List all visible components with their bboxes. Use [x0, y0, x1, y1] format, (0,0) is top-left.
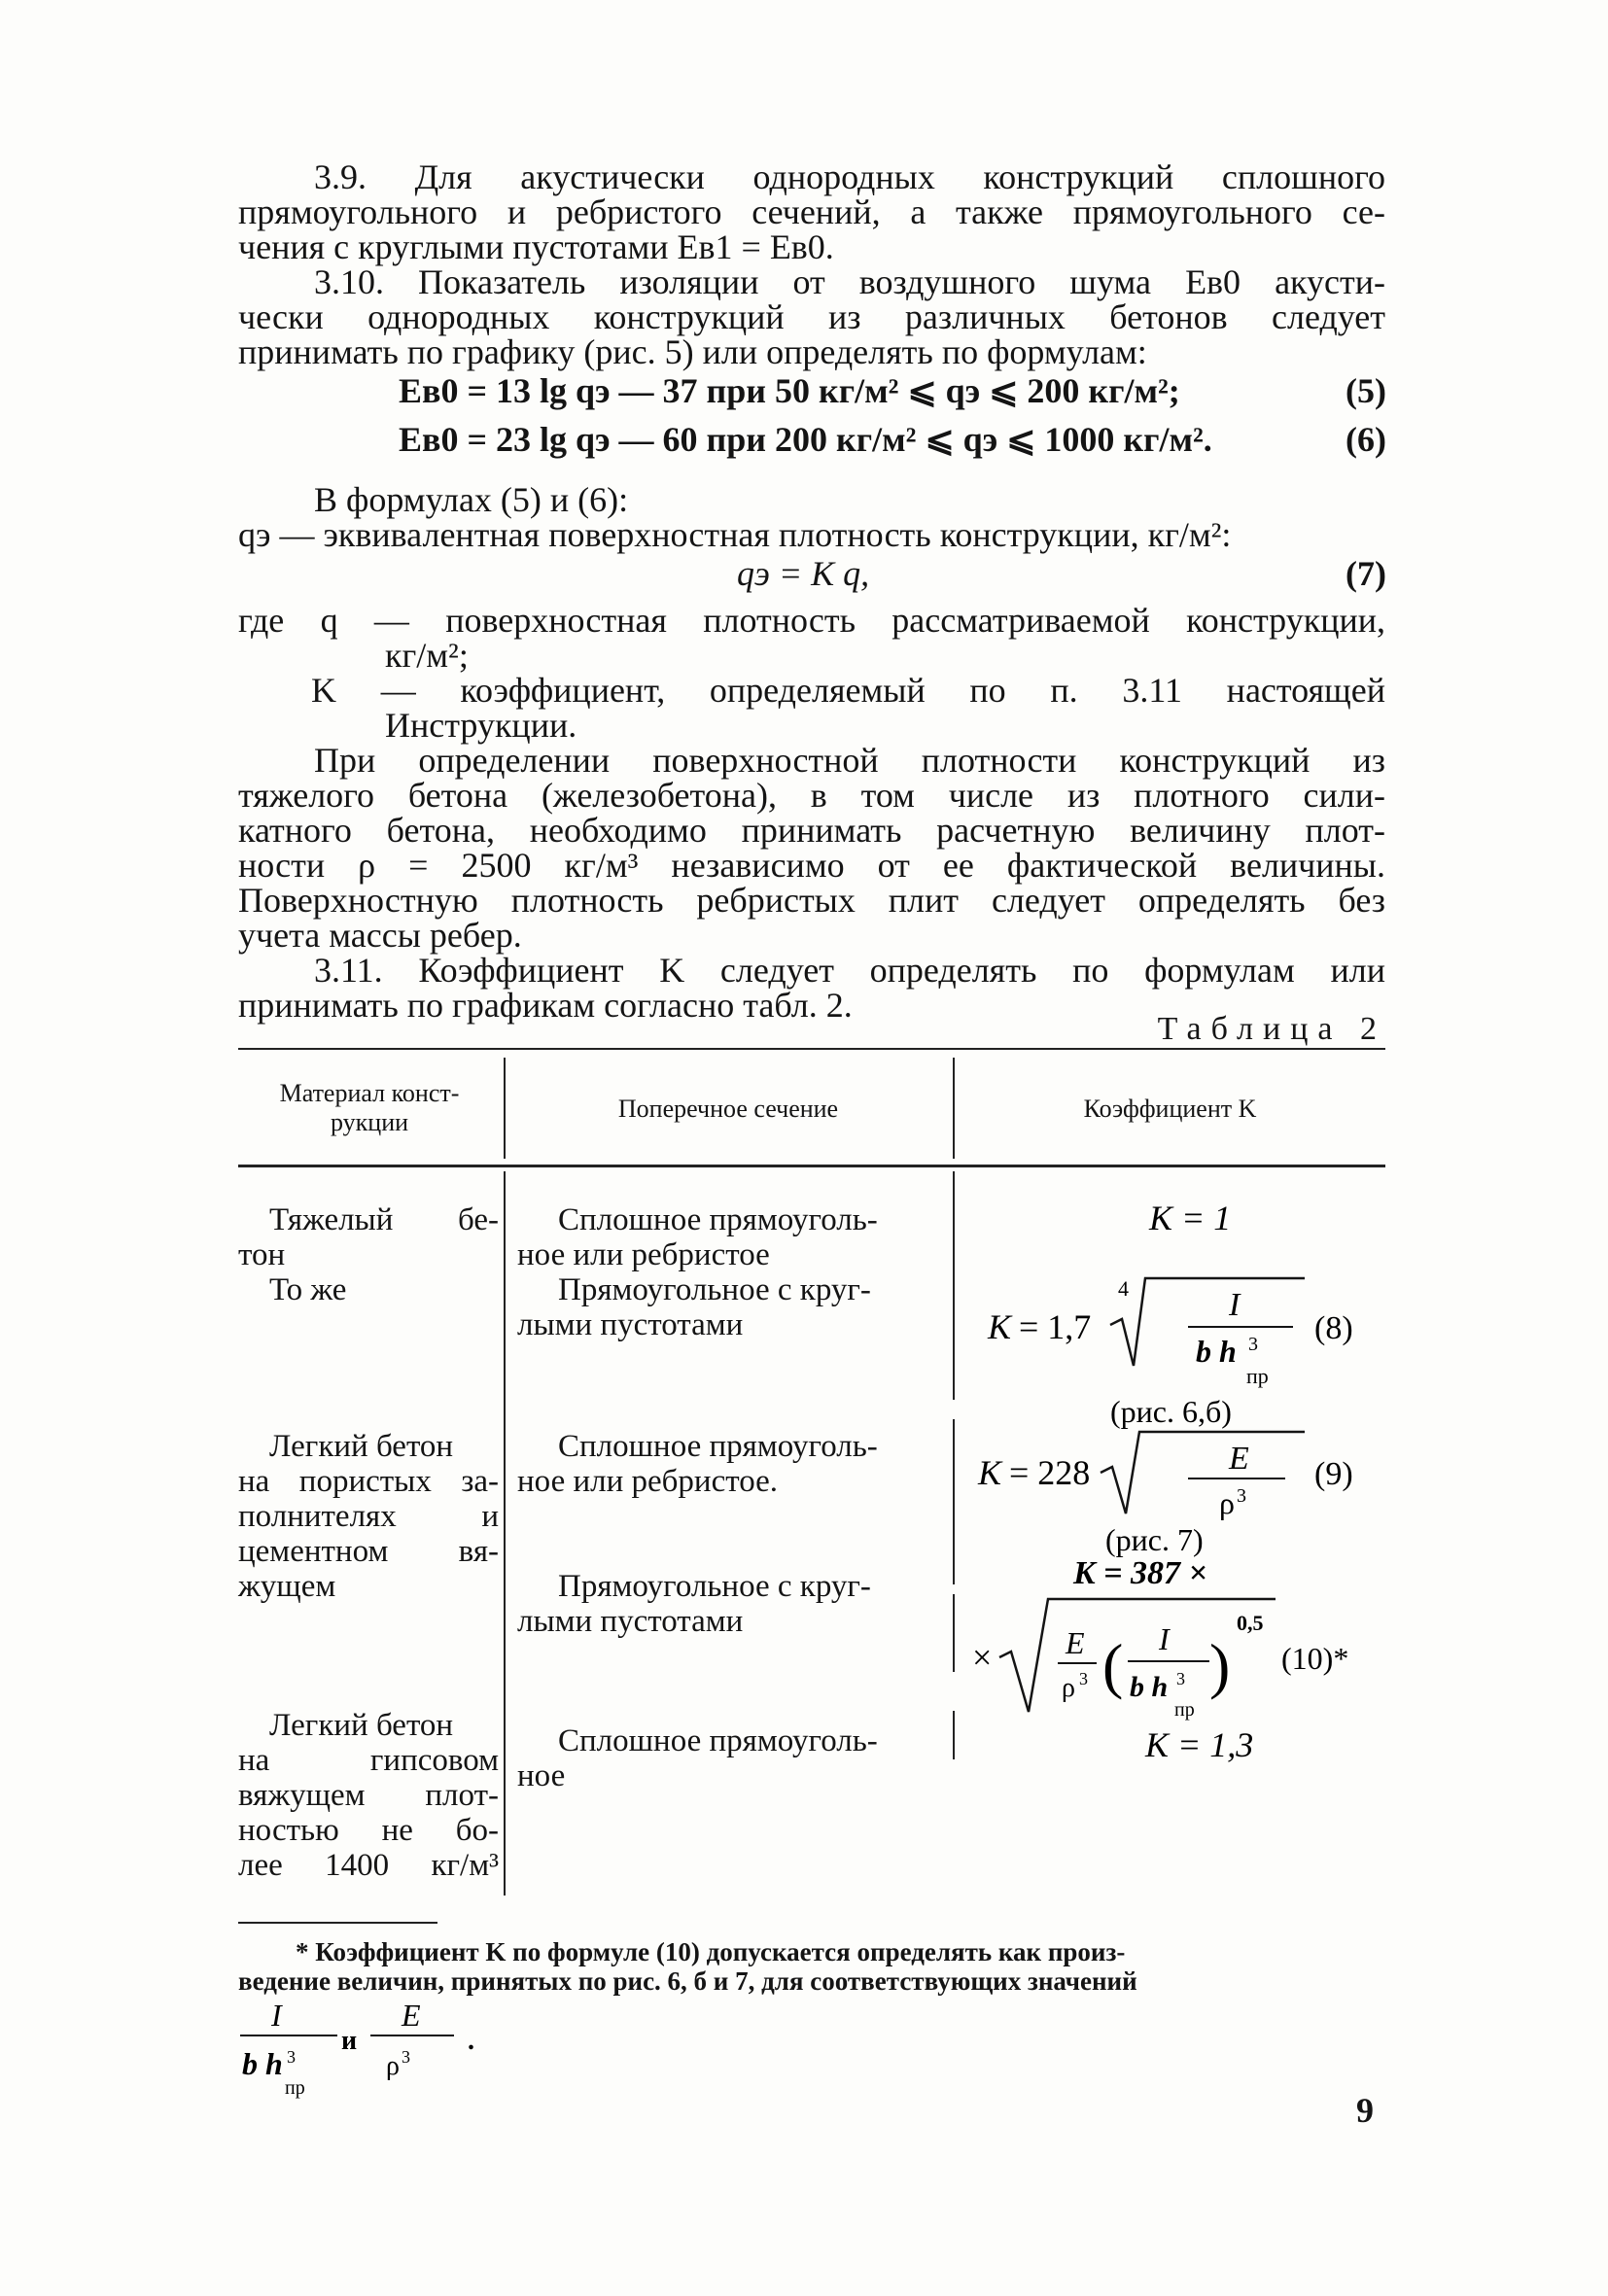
figure-ref-6b: (рис. 6,б) — [1110, 1394, 1232, 1429]
k-definition-line-2: Инструкции. — [385, 706, 577, 745]
footnote-conjunction: и — [341, 2026, 358, 2056]
footnote-line-2: ведение величин, принятых по рис. 6, б и 7, для соответствующих значений — [238, 1966, 1137, 1996]
svg-text:K: K — [988, 1307, 1012, 1346]
row3-material-line4: цементном вя- — [238, 1534, 499, 1569]
header-bottom-rule — [238, 1165, 1385, 1167]
text-line-5: чески однородных конструкций из различных бетонов следует — [238, 297, 1385, 336]
row5-section-line2: ное — [517, 1758, 566, 1793]
footnote-frac-a-denominator-sub: пр — [285, 2077, 305, 2099]
where-q-line-2: кг/м²; — [385, 636, 469, 675]
row2-section-line2: лыми пустотами — [517, 1307, 744, 1342]
svg-text:= 1,7: = 1,7 — [1019, 1307, 1092, 1346]
body-divider-1 — [504, 1171, 506, 1896]
text-line-3: чения с круглыми пустотами Eв1 = Eв0. — [238, 227, 834, 266]
row3-section — [517, 1429, 945, 1499]
row5-section-line1: Сплошное прямоуголь- — [558, 1723, 878, 1758]
para-line-5: Поверхностную плотность ребристых плит следует определять без — [238, 881, 1385, 920]
footnote-fractions — [238, 1993, 491, 2100]
where-q-line-1: где q — поверхностная плотность рассматриваемой конструкции, — [238, 601, 1385, 640]
svg-text:ρ: ρ — [386, 2051, 400, 2081]
formula-6-number: (6) — [1346, 420, 1386, 459]
svg-text:K = 387 ×: K = 387 × — [1073, 1555, 1207, 1591]
para-line-6: учета массы ребер. — [238, 916, 522, 955]
svg-text:3: 3 — [1237, 1485, 1246, 1507]
formula-10 — [972, 1555, 1348, 1721]
row5-material-line1: Легкий бетон — [269, 1708, 454, 1743]
svg-text:I: I — [1229, 1287, 1241, 1323]
row1-section — [517, 1202, 945, 1272]
header-section: Поперечное сечение — [617, 1095, 839, 1123]
row5-material-line3: вяжущем плот- — [238, 1778, 499, 1813]
para-line-4: ности ρ = 2500 кг/м³ независимо от ее фактической величины. — [238, 846, 1385, 885]
svg-text:ρ: ρ — [1062, 1673, 1075, 1703]
k-definition-line-1: K — коэффициент, определяемый по п. 3.11 настоящей — [311, 671, 1385, 710]
svg-text:пр: пр — [1246, 1364, 1269, 1388]
svg-text:b h: b h — [1196, 1334, 1237, 1369]
row3-material-line5: жущем — [238, 1569, 336, 1604]
row2-section-line1: Прямоугольное с круг- — [558, 1272, 871, 1307]
row3-section-line1: Сплошное прямоуголь- — [558, 1429, 878, 1464]
text-line-4: 3.10. Показатель изоляции от воздушного шума Eв0 акусти- — [314, 262, 1385, 301]
footnote-line-1: * Коэффициент K по формуле (10) допускается определять как произ- — [296, 1937, 1126, 1966]
svg-text:3: 3 — [1176, 1669, 1185, 1688]
row3-material-line2: на пористых за- — [238, 1464, 499, 1499]
row5-material-line4: ностью не бо- — [238, 1813, 499, 1848]
svg-text:I: I — [1159, 1621, 1170, 1656]
svg-text:= 228: = 228 — [1009, 1453, 1091, 1492]
para-line-2: тяжелого бетона (железобетона), в том числе из плотного сили- — [238, 776, 1385, 815]
formula-7-number: (7) — [1346, 554, 1386, 593]
row4-section-line1: Прямоугольное с круг- — [558, 1569, 871, 1604]
formula-8-number: (8) — [1314, 1310, 1353, 1346]
header-material: Материал конст- рукции — [279, 1079, 460, 1136]
svg-text:ρ: ρ — [1219, 1485, 1235, 1520]
row1-section-line2: ное или ребристое — [517, 1237, 770, 1272]
formula-9-number: (9) — [1314, 1456, 1353, 1492]
formula-5-number: (5) — [1346, 371, 1386, 410]
formula-8 — [987, 1276, 1353, 1429]
text-line-2: прямоугольного и ребристого сечений, а также прямоугольного се- — [238, 192, 1385, 231]
formula-k13: K = 1,3 — [1145, 1725, 1254, 1764]
svg-text:.: . — [468, 2026, 474, 2056]
svg-text:×: × — [972, 1638, 993, 1677]
row4-section-line2: лыми пустотами — [517, 1604, 744, 1639]
row4-section — [517, 1569, 945, 1639]
para-line-3: катного бетона, необходимо принимать расчетную величину плот- — [238, 811, 1385, 850]
row1-material-line1: Тяжелый бе- — [269, 1202, 499, 1237]
row5-material-line2: на гипсовом — [238, 1743, 499, 1778]
svg-text:b h: b h — [1130, 1671, 1169, 1703]
svg-text:3: 3 — [287, 2047, 296, 2067]
svg-text:3: 3 — [402, 2047, 410, 2067]
row3-section-line2: ное или ребристое. — [517, 1464, 779, 1499]
figure-ref-7: (рис. 7) — [1105, 1522, 1204, 1557]
in-formulas-label: В формулах (5) и (6): — [314, 480, 629, 519]
row1-material-line2: тон — [238, 1237, 286, 1272]
svg-text:0,5: 0,5 — [1237, 1611, 1264, 1635]
para-line-1: При определении поверхностной плотности конструкций из — [314, 741, 1385, 780]
row3-material-line1: Легкий бетон — [269, 1429, 454, 1464]
svg-text:4: 4 — [1118, 1276, 1129, 1301]
svg-text:E: E — [1066, 1625, 1085, 1660]
svg-text:пр: пр — [1174, 1699, 1195, 1721]
formula-5: Eв0 = 13 lg qэ — 37 при 50 кг/м² ⩽ qэ ⩽ 200 кг/м²; — [399, 371, 1180, 410]
formula-k1: K = 1 — [1149, 1199, 1232, 1237]
table-caption: Таблица 2 — [1157, 1011, 1386, 1047]
svg-text:E: E — [1229, 1441, 1249, 1477]
row2-section — [517, 1272, 945, 1342]
p311-line-2: принимать по графикам согласно табл. 2. — [238, 986, 853, 1025]
row1-material — [238, 1202, 499, 1272]
footnote-frac-a-numerator: I — [271, 1998, 282, 2033]
row1-section-line1: Сплошное прямоуголь- — [558, 1202, 878, 1237]
table-top-rule — [238, 1048, 1385, 1050]
footnote-frac-b-numerator: E — [402, 1998, 421, 2033]
row2-material — [269, 1272, 346, 1307]
row3-material-line3: полнителях и — [238, 1499, 499, 1534]
svg-text:b h: b h — [242, 2046, 283, 2081]
row5-material — [238, 1708, 499, 1883]
p311-line-1: 3.11. Коэффициент K следует определять по формулам или — [314, 951, 1385, 990]
formula-7: qэ = K q, — [737, 554, 870, 593]
formula-6: Eв0 = 23 lg qэ — 60 при 200 кг/м² ⩽ qэ ⩽ 1000 кг/м². — [399, 420, 1212, 459]
text-line-1: 3.9. Для акустически однородных конструкций сплошного — [314, 157, 1385, 196]
qe-definition: qэ — эквивалентная поверхностная плотность конструкции, кг/м²: — [238, 515, 1232, 554]
text-line-6: принимать по графику (рис. 5) или определять по формулам: — [238, 332, 1147, 371]
page-number: 9 — [1356, 2091, 1374, 2130]
row2-material-line1: То же — [269, 1272, 347, 1307]
row5-material-line5: лее 1400 кг/м³ — [238, 1848, 499, 1883]
row3-material — [238, 1429, 499, 1604]
formula-10-number: (10)* — [1281, 1641, 1349, 1676]
svg-text:K: K — [978, 1453, 1002, 1492]
header-coefficient: Коэффициент K — [1083, 1095, 1257, 1123]
coefficient-formulas — [955, 1171, 1382, 1784]
svg-text:3: 3 — [1079, 1669, 1088, 1688]
footnote-rule — [238, 1922, 437, 1924]
svg-text:(: ( — [1102, 1631, 1124, 1700]
svg-text:3: 3 — [1248, 1334, 1258, 1355]
formula-9 — [977, 1432, 1353, 1557]
row5-section — [517, 1723, 945, 1793]
svg-text:): ) — [1209, 1631, 1231, 1700]
